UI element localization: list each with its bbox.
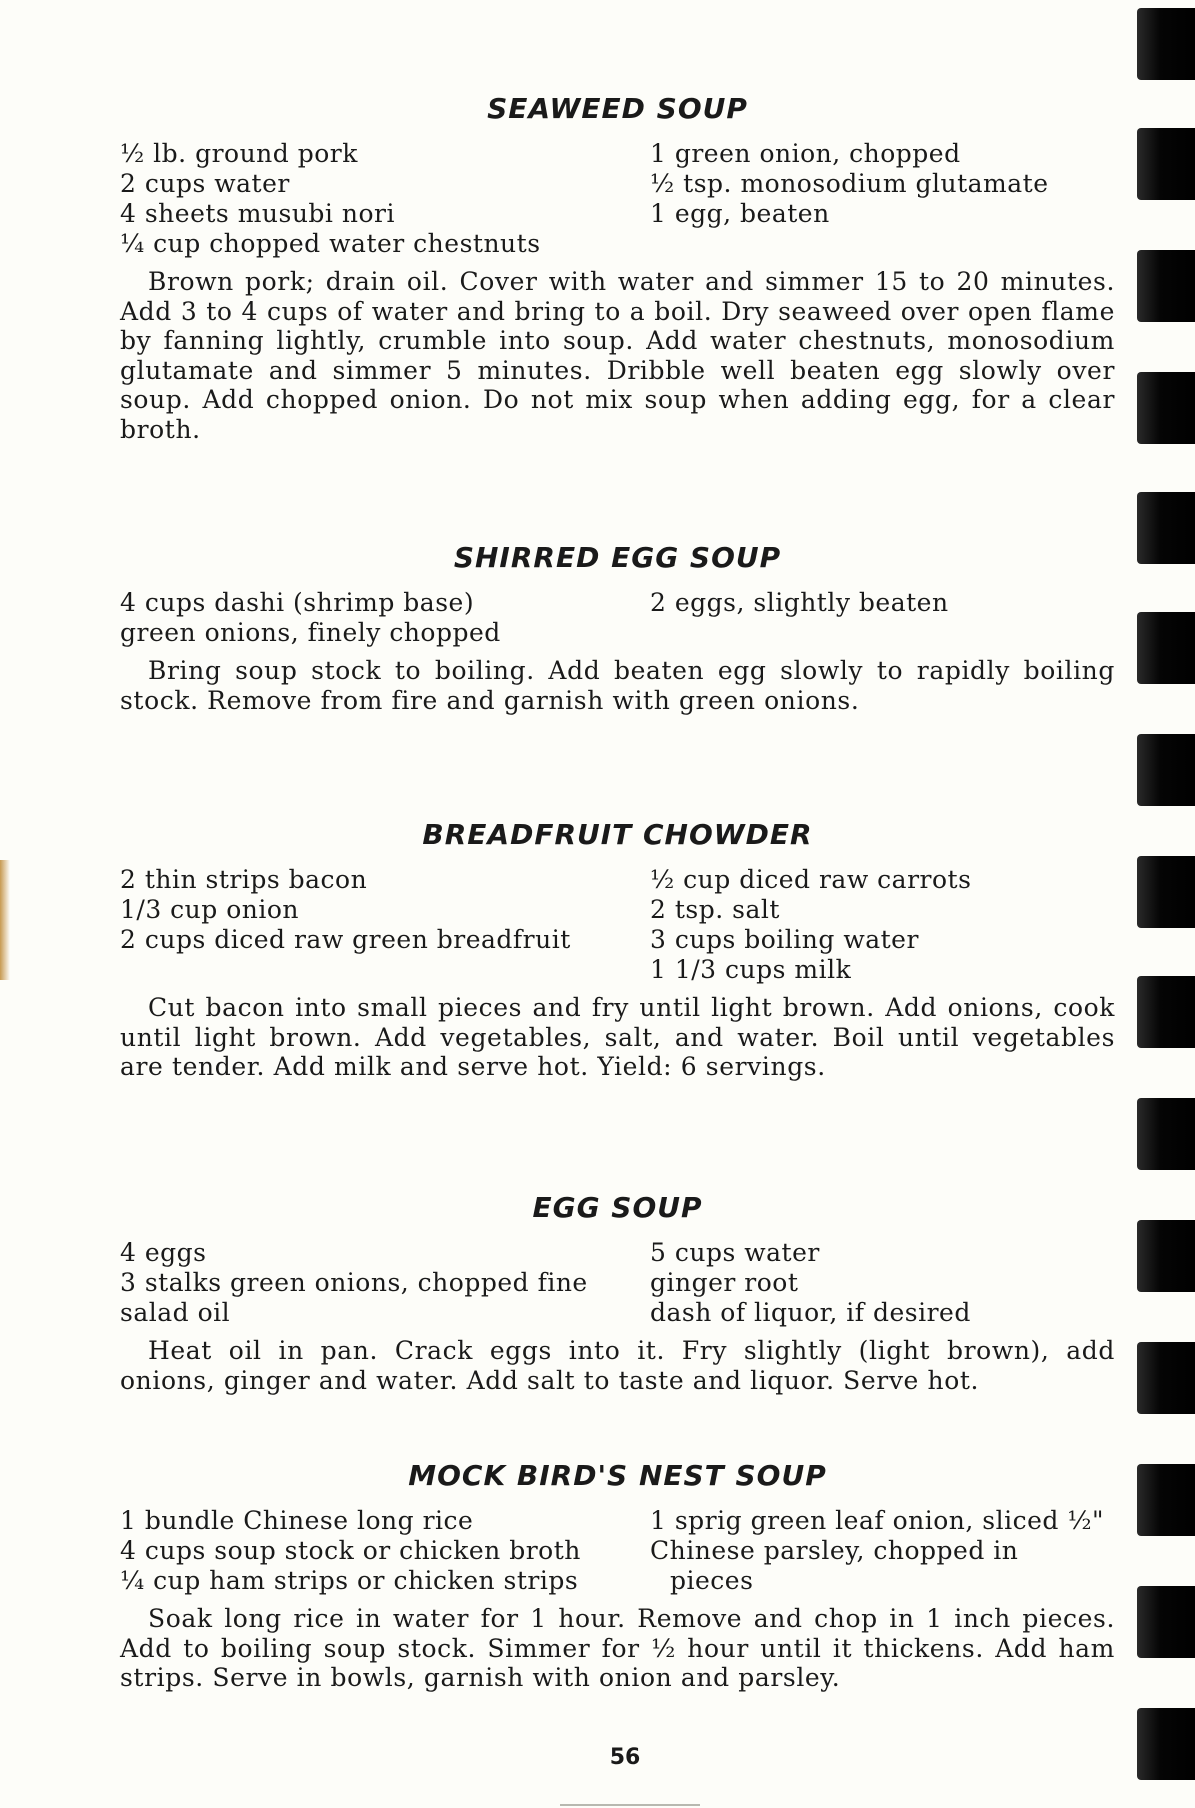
ingredient-list bbox=[120, 865, 1115, 985]
ingredient: ¼ cup ham strips or chicken strips bbox=[120, 1566, 579, 1595]
binding-ring bbox=[1137, 1342, 1195, 1414]
ingredient-column-left bbox=[120, 588, 650, 648]
ingredient-list bbox=[120, 588, 1115, 648]
ingredient: ½ lb. ground pork bbox=[120, 139, 358, 168]
ingredient: 1 green onion, chopped bbox=[650, 139, 961, 168]
binding-ring bbox=[1137, 1586, 1195, 1658]
ingredient: 2 cups diced raw green breadfruit bbox=[120, 925, 571, 954]
binding-ring bbox=[1137, 1220, 1195, 1292]
ingredient-column-right bbox=[650, 588, 1115, 648]
ingredient-column-left bbox=[120, 865, 650, 985]
ingredient: 1 sprig green leaf onion, sliced ½" bbox=[650, 1506, 1105, 1535]
ingredient: 2 eggs, slightly beaten bbox=[650, 588, 949, 617]
ingredient: 4 cups dashi (shrimp base) bbox=[120, 588, 475, 617]
recipe-shirred-egg-soup bbox=[120, 541, 1115, 715]
recipe-instructions: Heat oil in pan. Crack eggs into it. Fry slightly (light brown), add onions, ginger and water. Add salt to taste and liquor. Serve hot. bbox=[120, 1336, 1115, 1395]
ingredient: 3 stalks green onions, chopped fine bbox=[120, 1268, 588, 1297]
ingredient: 1 egg, beaten bbox=[650, 199, 830, 228]
spiral-binding bbox=[1133, 0, 1195, 1808]
ingredient: 2 thin strips bacon bbox=[120, 865, 368, 894]
page-edge-stain bbox=[0, 860, 10, 980]
ingredient: 1 bundle Chinese long rice bbox=[120, 1506, 474, 1535]
binding-ring bbox=[1137, 128, 1195, 200]
ingredient: ½ cup diced raw carrots bbox=[650, 865, 972, 894]
recipe-instructions: Soak long rice in water for 1 hour. Remove and chop in 1 inch pieces. Add to boiling soup stock. Simmer for ½ hour until it thickens. Add ham strips. Serve in bowls, garnish with onion and parsley. bbox=[120, 1604, 1115, 1692]
binding-ring bbox=[1137, 492, 1195, 564]
ingredient-column-left bbox=[120, 1238, 650, 1328]
ingredient: 4 sheets musubi nori bbox=[120, 199, 395, 228]
ingredient: Chinese parsley, chopped in bbox=[650, 1536, 1019, 1565]
recipe-mock-birds-nest-soup bbox=[120, 1459, 1115, 1693]
ingredient: 4 cups soup stock or chicken broth bbox=[120, 1536, 581, 1565]
ingredient: ginger root bbox=[650, 1268, 799, 1297]
binding-ring bbox=[1137, 1464, 1195, 1536]
page-number: 56 bbox=[609, 1745, 641, 1770]
recipe-seaweed-soup bbox=[120, 92, 1115, 444]
ingredient-list bbox=[120, 139, 1115, 259]
ingredient-column-right bbox=[650, 1238, 1115, 1328]
recipe-egg-soup bbox=[120, 1191, 1115, 1395]
ingredient: dash of liquor, if desired bbox=[650, 1298, 971, 1327]
recipe-instructions: Bring soup stock to boiling. Add beaten egg slowly to rapidly boiling stock. Remove from fire and garnish with green onions. bbox=[120, 656, 1115, 715]
ingredient: 2 tsp. salt bbox=[650, 895, 780, 924]
binding-ring bbox=[1137, 612, 1195, 684]
recipe-title: BREADFRUIT CHOWDER bbox=[422, 818, 813, 851]
ingredient: 3 cups boiling water bbox=[650, 925, 919, 954]
binding-ring bbox=[1137, 976, 1195, 1048]
binding-ring bbox=[1137, 1098, 1195, 1170]
ingredient-column-right bbox=[650, 865, 1115, 985]
ingredient-list bbox=[120, 1506, 1115, 1596]
recipe-title: EGG SOUP bbox=[532, 1191, 703, 1224]
binding-ring bbox=[1137, 372, 1195, 444]
ingredient: 5 cups water bbox=[650, 1238, 820, 1267]
binding-ring bbox=[1137, 856, 1195, 928]
ingredient-column-left bbox=[120, 139, 650, 259]
recipe-title: SEAWEED SOUP bbox=[487, 92, 748, 125]
page-bottom-rule bbox=[560, 1804, 700, 1806]
ingredient: salad oil bbox=[120, 1298, 231, 1327]
ingredient: pieces bbox=[670, 1566, 754, 1595]
recipe-breadfruit-chowder bbox=[120, 818, 1115, 1082]
ingredient-column-right bbox=[650, 139, 1115, 259]
ingredient: 2 cups water bbox=[120, 169, 290, 198]
ingredient: ¼ cup chopped water chestnuts bbox=[120, 229, 541, 258]
recipe-title: MOCK BIRD'S NEST SOUP bbox=[408, 1459, 827, 1492]
recipe-title: SHIRRED EGG SOUP bbox=[453, 541, 782, 574]
binding-ring bbox=[1137, 250, 1195, 322]
ingredient: 1 1/3 cups milk bbox=[650, 955, 852, 984]
binding-ring bbox=[1137, 8, 1195, 80]
ingredient: 4 eggs bbox=[120, 1238, 207, 1267]
ingredient: ½ tsp. monosodium glutamate bbox=[650, 169, 1049, 198]
ingredient: 1/3 cup onion bbox=[120, 895, 300, 924]
ingredient-list bbox=[120, 1238, 1115, 1328]
recipe-instructions: Brown pork; drain oil. Cover with water and simmer 15 to 20 minutes. Add 3 to 4 cups of water and bring to a boil. Dry seaweed over open flame by fanning lightly, crumble into soup. Add water chestnuts, monosodium glutamate and simmer 5 minutes. Dribble well beaten egg slowly over soup. Add chopped onion. Do not mix soup when adding egg, for a clear broth. bbox=[120, 267, 1115, 444]
ingredient-column-right bbox=[650, 1506, 1115, 1596]
recipe-instructions: Cut bacon into small pieces and fry until light brown. Add onions, cook until light brown. Add vegetables, salt, and water. Boil until vegetables are tender. Add milk and serve hot. Yield: 6 servings. bbox=[120, 993, 1115, 1081]
ingredient: green onions, finely chopped bbox=[120, 618, 501, 647]
binding-ring bbox=[1137, 734, 1195, 806]
ingredient-column-left bbox=[120, 1506, 650, 1596]
